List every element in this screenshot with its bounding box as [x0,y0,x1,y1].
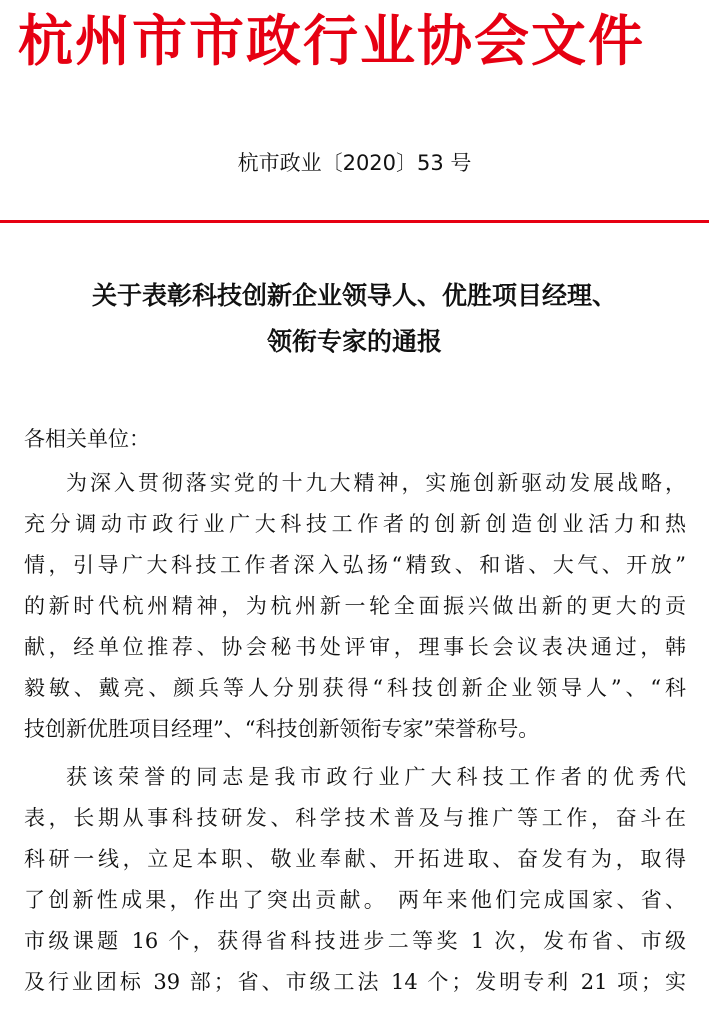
body-line: 毅敏、戴亮、颜兵等人分别获得“科技创新企业领导人”、“科 [24,676,686,700]
body-line: 的新时代杭州精神，为杭州新一轮全面振兴做出新的更大的贡 [24,594,686,618]
body-line: 情，引导广大科技工作者深入弘扬“精致、和谐、大气、开放” [24,553,686,577]
body-line: 充分调动市政行业广大科技工作者的创新创造创业活力和热 [24,512,686,536]
body-line: 表，长期从事科技研发、科学技术普及与推广等工作，奋斗在 [24,806,686,830]
body-line: 获该荣誉的同志是我市政行业广大科技工作者的优秀代 [66,765,686,789]
body-line: 了创新性成果，作出了突出贡献。 两年来他们完成国家、省、 [24,888,686,912]
body-line: 及行业团标 39 部；省、市级工法 14 个；发明专利 21 项；实 [24,970,686,994]
document-number: 杭市政业〔2020〕53 号 [237,151,472,175]
red-divider [0,220,709,223]
salutation: 各相关单位： [24,427,150,451]
notice-title-line-2: 领衔专家的通报 [266,327,442,356]
masthead-title: 杭州市市政行业协会文件 [18,9,646,73]
body-line: 献，经单位推荐、协会秘书处评审，理事长会议表决通过，韩 [24,635,686,659]
body-line: 科研一线，立足本职、敬业奉献、开拓进取、奋发有为，取得 [24,847,686,871]
body-line: 技创新优胜项目经理”、“科技创新领衔专家”荣誉称号。 [24,717,540,741]
body-line: 为深入贯彻落实党的十九大精神，实施创新驱动发展战略， [66,471,686,495]
body-line: 市级课题 16 个，获得省科技进步二等奖 1 次，发布省、市级 [24,929,686,953]
notice-title-line-1: 关于表彰科技创新企业领导人、优胜项目经理、 [91,281,617,310]
